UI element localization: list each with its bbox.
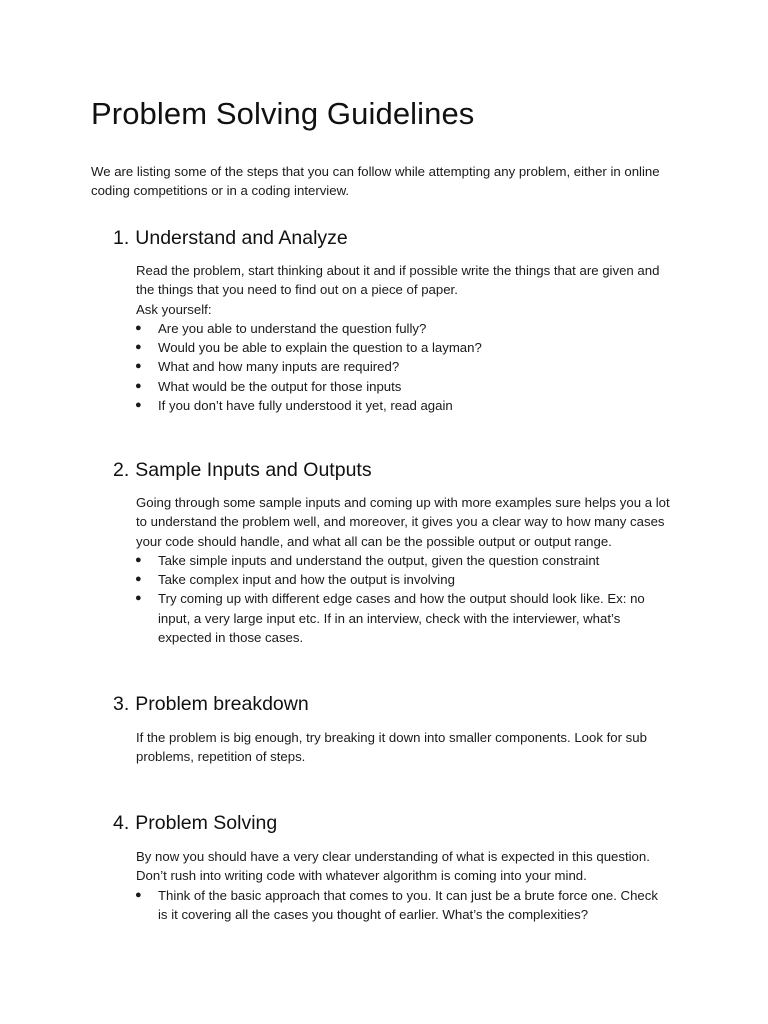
section-number: 3.: [113, 693, 130, 715]
section-heading: [113, 225, 683, 251]
list-item-text: Take complex input and how the output is involving: [158, 572, 455, 588]
section-paragraph: If the problem is big enough, try breaking it down into smaller components. Look for sub problems, repetition of steps.: [136, 730, 647, 765]
bullet-icon: ●: [135, 592, 142, 605]
section-paragraph: Read the problem, start thinking about it and if possible write the things that are given and the things that you need to find out on a piece of paper.: [136, 263, 660, 298]
bullet-list: [113, 886, 683, 925]
bullet-icon: ●: [135, 399, 142, 412]
bullet-icon: ●: [135, 360, 142, 373]
bullet-icon: ●: [135, 321, 142, 334]
list-item-text: Try coming up with different edge cases and how the output should look like. Ex: no input, a very large input etc. If in an interview, check with the interviewer, what’s expected in those cases.: [158, 591, 645, 646]
list-item-text: What and how many inputs are required?: [158, 359, 400, 375]
bullet-icon: ●: [135, 573, 142, 586]
bullet-icon: ●: [135, 341, 142, 354]
section-body: [136, 261, 681, 319]
section-heading: [113, 457, 683, 483]
intro-paragraph: We are listing some of the steps that you can follow while attempting any problem, either in online coding competitions or in a coding interview.: [91, 164, 660, 198]
page-title: Problem Solving Guidelines: [91, 96, 475, 131]
section-body: [136, 728, 681, 767]
list-item: [135, 589, 658, 647]
section-understand-and-analyze: [113, 225, 683, 415]
section-body: [136, 493, 681, 551]
bullet-icon: ●: [135, 553, 142, 566]
section-heading-text: Problem Solving: [135, 812, 278, 834]
section-heading-text: Problem breakdown: [135, 693, 309, 715]
list-item-text: Think of the basic approach that comes to you. It can just be a brute force one. Check is it covering all the cases you thought of earlier. What’s the complexities?: [158, 887, 658, 922]
bullet-list: [113, 551, 683, 647]
section-heading-text: Sample Inputs and Outputs: [135, 459, 372, 481]
list-item: [135, 377, 658, 396]
bullet-list: [113, 319, 683, 415]
section-heading: [113, 691, 683, 717]
bullet-icon: ●: [135, 379, 142, 392]
list-item-text: Would you be able to explain the question to a layman?: [158, 340, 482, 356]
section-paragraph: Ask yourself:: [136, 301, 212, 317]
list-item-text: If you don’t have fully understood it yet, read again: [158, 398, 453, 414]
list-item-text: What would be the output for those inputs: [158, 378, 402, 394]
section-sample-inputs-and-outputs: [113, 457, 683, 647]
list-item: [135, 319, 658, 338]
list-item: [135, 551, 658, 570]
list-item: [135, 396, 658, 415]
list-item: [135, 338, 658, 357]
section-number: 1.: [113, 227, 130, 249]
list-item: [135, 886, 658, 925]
section-number: 2.: [113, 459, 130, 481]
section-heading: [113, 810, 683, 836]
list-item-text: Take simple inputs and understand the output, given the question constraint: [158, 552, 600, 568]
section-paragraph: Going through some sample inputs and coming up with more examples sure helps you a lot to understand the problem well, and moreover, it gives you a clear way to how many cases your code should handle, and what all can be the possible output or output range.: [136, 495, 670, 549]
section-paragraph: By now you should have a very clear understanding of what is expected in this question. Don’t rush into writing code with whatever algorithm is coming into your mind.: [136, 849, 650, 884]
list-item-text: Are you able to understand the question fully?: [158, 320, 427, 336]
section-heading-text: Understand and Analyze: [135, 227, 348, 249]
list-item: [135, 570, 658, 589]
section-problem-breakdown: [113, 691, 683, 767]
section-problem-solving: [113, 810, 683, 924]
bullet-icon: ●: [135, 888, 142, 901]
section-body: [136, 847, 681, 886]
list-item: [135, 357, 658, 376]
section-number: 4.: [113, 812, 130, 834]
